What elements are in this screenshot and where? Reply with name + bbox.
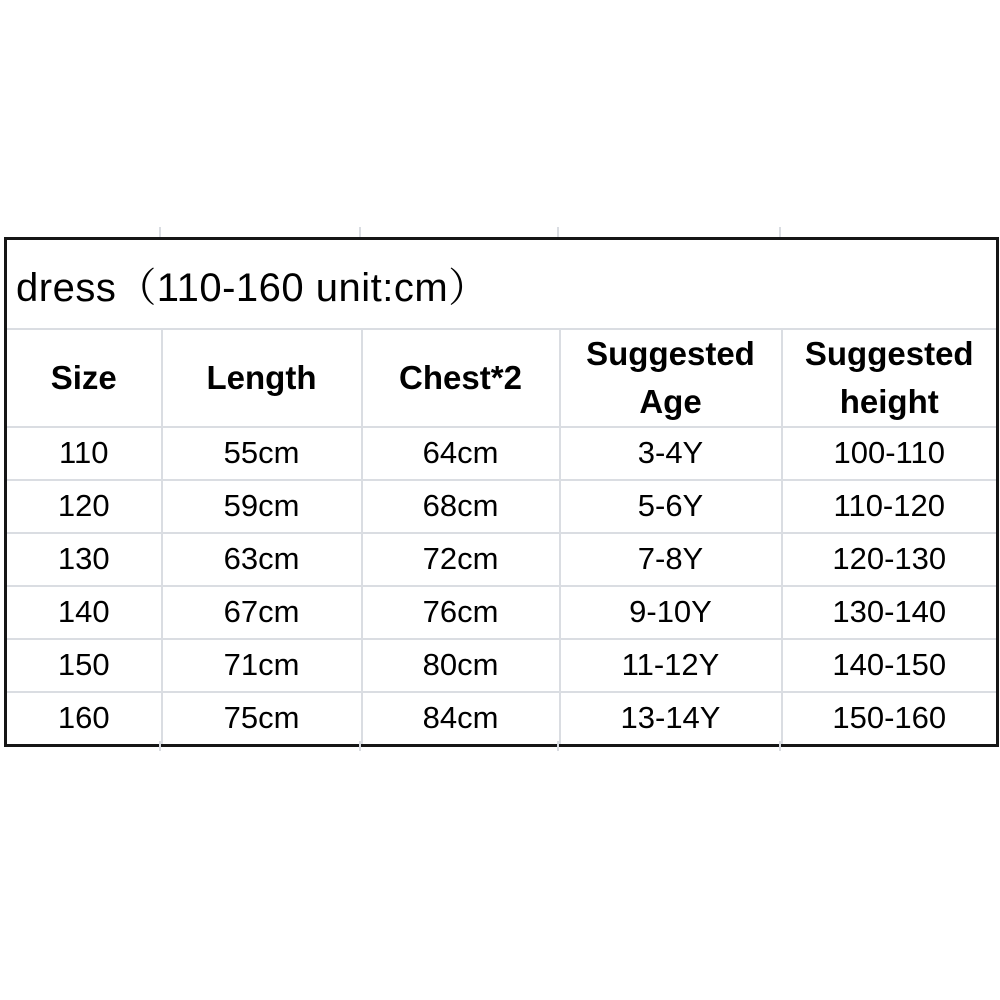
column-header-length: Length	[162, 329, 362, 427]
table-cell: 120	[6, 480, 162, 533]
table-cell: 55cm	[162, 427, 362, 480]
grid-line-stub	[359, 227, 361, 237]
grid-line-stub	[779, 227, 781, 237]
table-cell: 130-140	[782, 586, 998, 639]
table-cell: 75cm	[162, 692, 362, 746]
table-cell: 140-150	[782, 639, 998, 692]
table-cell: 67cm	[162, 586, 362, 639]
table-cell: 76cm	[362, 586, 560, 639]
table-cell: 64cm	[362, 427, 560, 480]
grid-line-stub	[359, 741, 361, 751]
table-cell: 3-4Y	[560, 427, 782, 480]
table-row	[6, 533, 998, 586]
column-header-suggested-height: Suggested height	[782, 329, 998, 427]
grid-line-stub	[557, 227, 559, 237]
table-cell: 11-12Y	[560, 639, 782, 692]
table-row	[6, 427, 998, 480]
table-row	[6, 692, 998, 746]
table-cell: 120-130	[782, 533, 998, 586]
table-cell: 71cm	[162, 639, 362, 692]
column-header-size: Size	[6, 329, 162, 427]
table-row	[6, 639, 998, 692]
table-cell: 84cm	[362, 692, 560, 746]
table-cell: 150-160	[782, 692, 998, 746]
size-chart-title: dress（110-160 unit:cm）	[6, 239, 998, 330]
table-row	[6, 480, 998, 533]
table-cell: 140	[6, 586, 162, 639]
table-cell: 130	[6, 533, 162, 586]
grid-line-stub	[557, 741, 559, 751]
table-cell: 5-6Y	[560, 480, 782, 533]
table-cell: 13-14Y	[560, 692, 782, 746]
table-cell: 160	[6, 692, 162, 746]
grid-line-stub	[159, 741, 161, 751]
table-cell: 150	[6, 639, 162, 692]
grid-line-stub	[159, 227, 161, 237]
table-cell: 110-120	[782, 480, 998, 533]
column-header-chest: Chest*2	[362, 329, 560, 427]
table-cell: 9-10Y	[560, 586, 782, 639]
table-cell: 63cm	[162, 533, 362, 586]
table-cell: 110	[6, 427, 162, 480]
table-cell: 59cm	[162, 480, 362, 533]
table-cell: 7-8Y	[560, 533, 782, 586]
size-chart-table	[4, 237, 999, 747]
title-row	[6, 239, 998, 330]
table-cell: 68cm	[362, 480, 560, 533]
header-row	[6, 329, 998, 427]
table-row	[6, 586, 998, 639]
column-header-suggested-age: Suggested Age	[560, 329, 782, 427]
table-cell: 72cm	[362, 533, 560, 586]
table-cell: 80cm	[362, 639, 560, 692]
grid-line-stub	[779, 741, 781, 751]
table-cell: 100-110	[782, 427, 998, 480]
